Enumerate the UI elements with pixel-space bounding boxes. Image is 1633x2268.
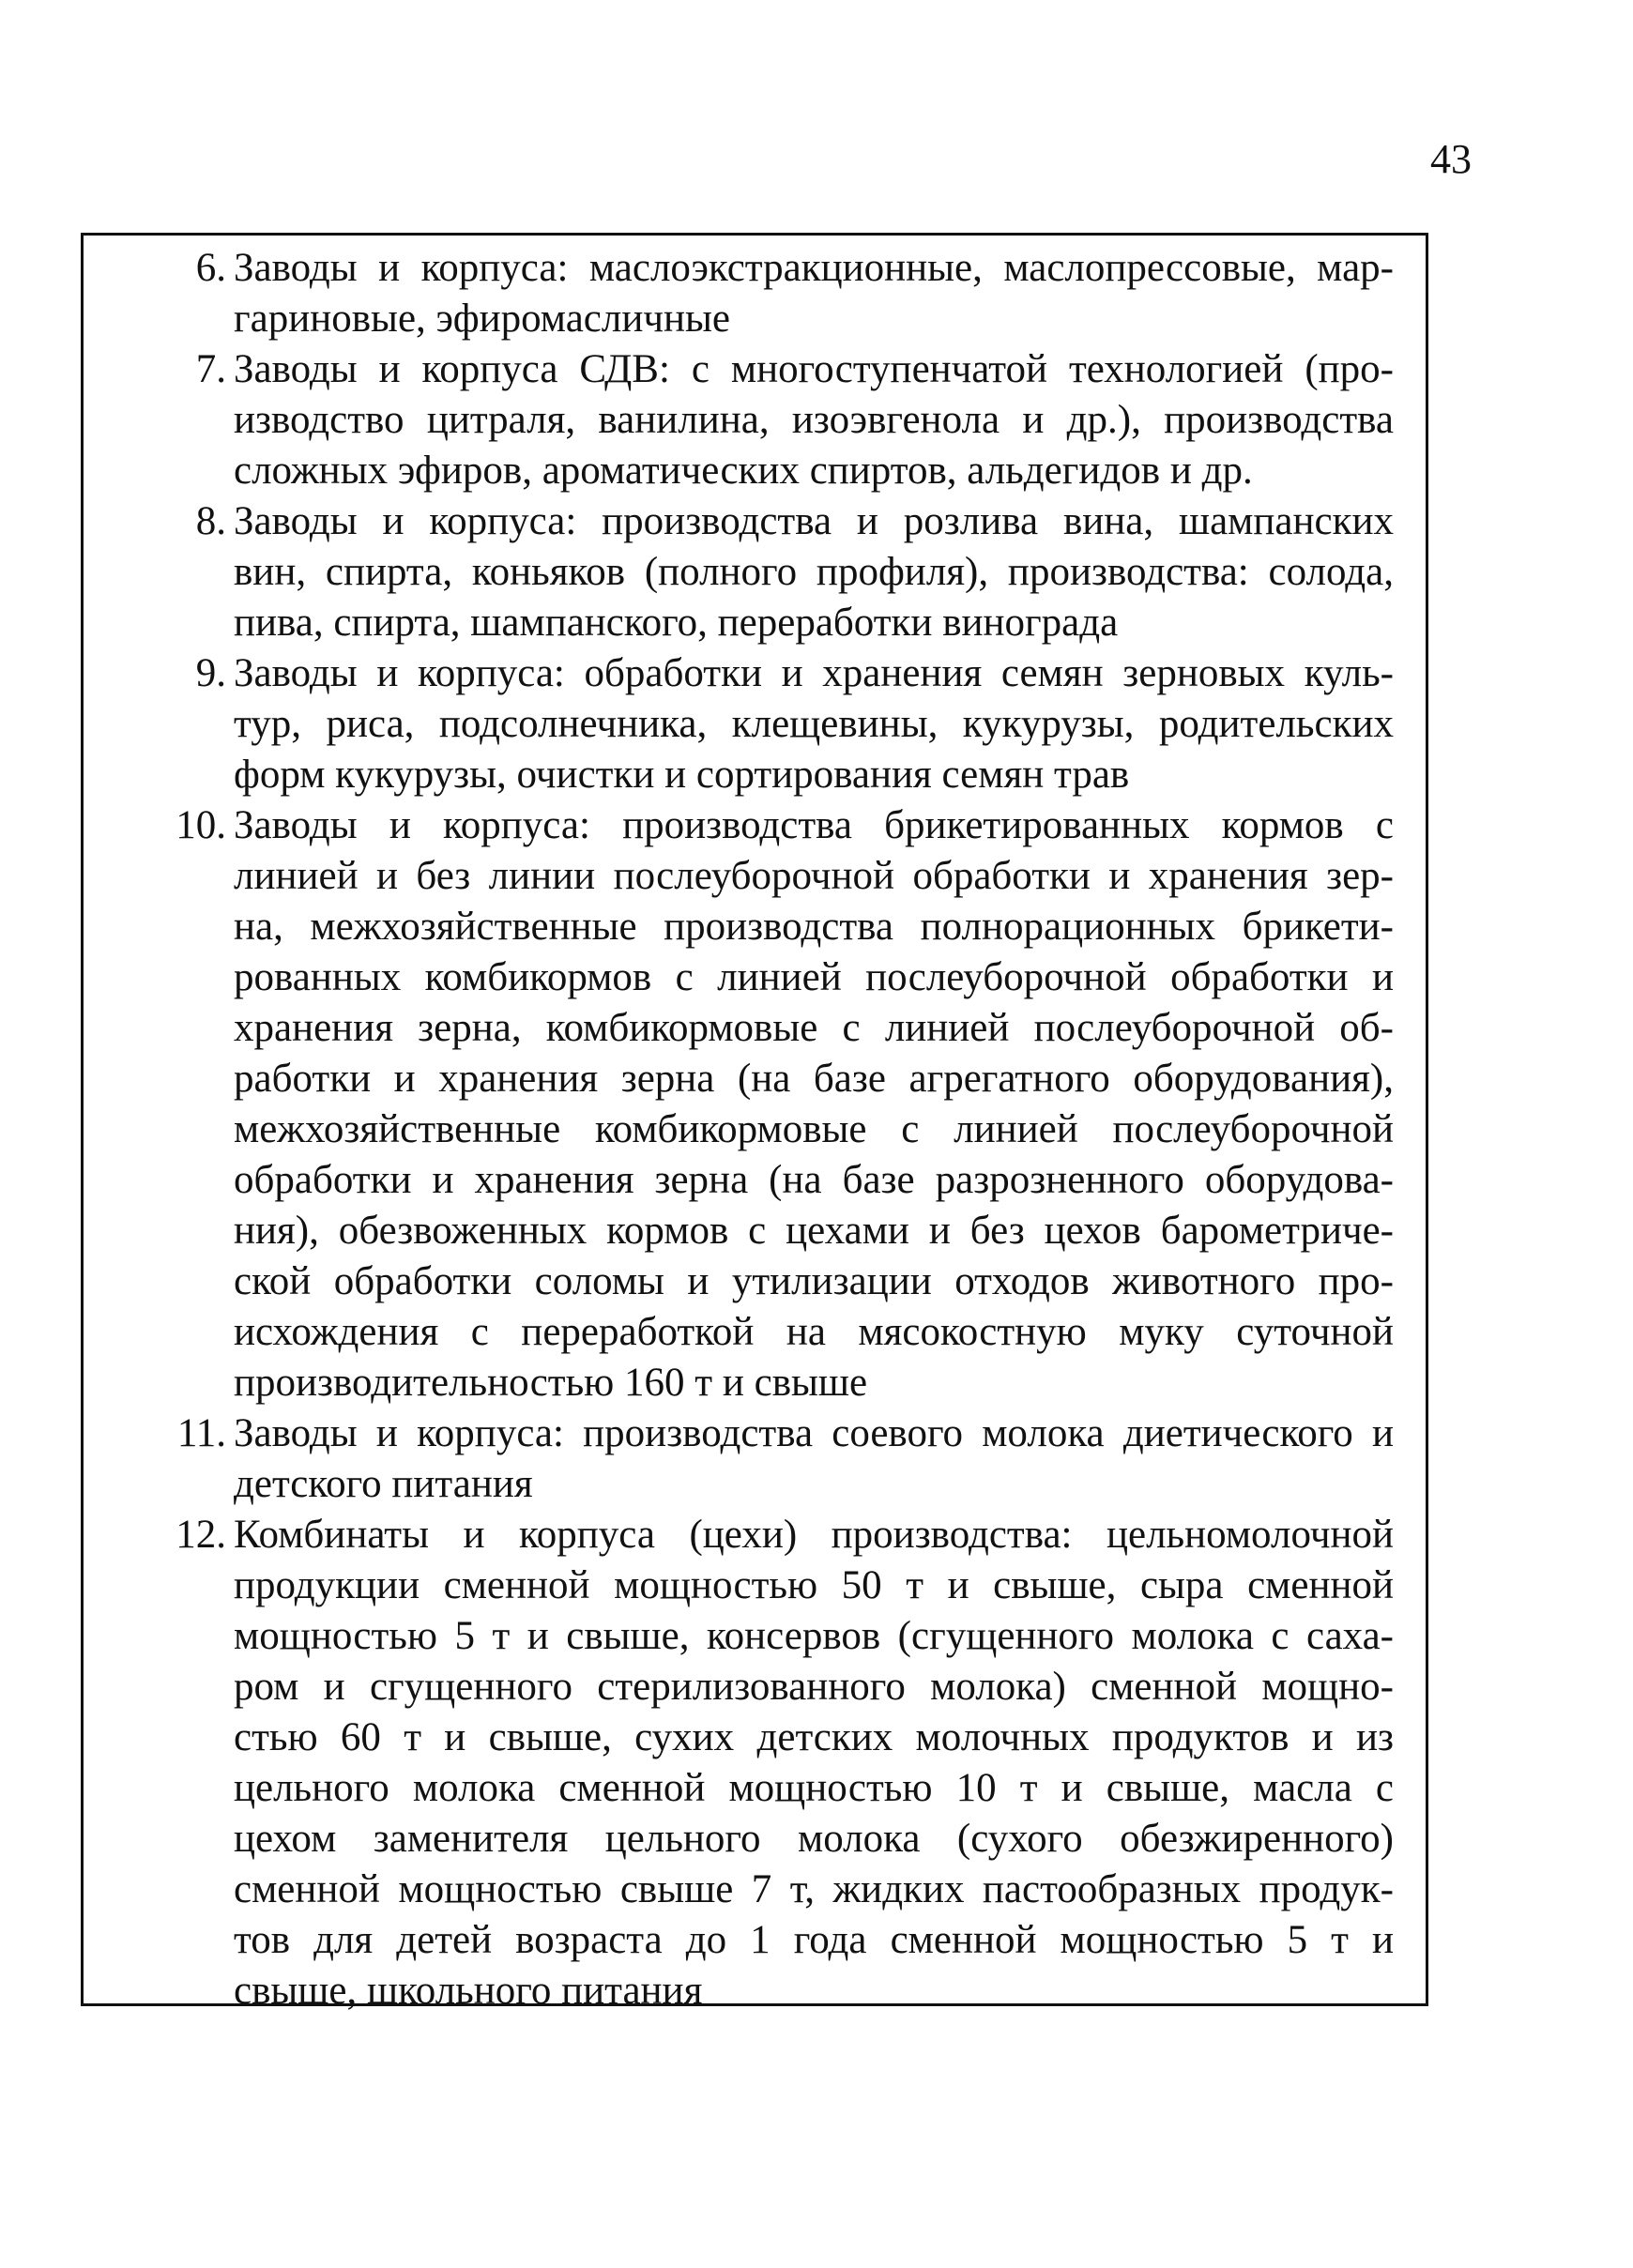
- list-item-text-line: свыше, школьного питания: [234, 1969, 703, 2013]
- list-item-text-line: обработки и хранения зерна (на базе разрозненного оборудова-: [234, 1158, 1394, 1202]
- list-item-text-line: детского питания: [234, 1462, 533, 1506]
- page-number: 43: [1430, 136, 1472, 182]
- list-item-text-line: цехом заменителя цельного молока (сухого обезжиренного): [234, 1817, 1394, 1861]
- list-item-text-line: Заводы и корпуса: производства соевого молока диетического и: [234, 1411, 1394, 1455]
- list-item-text-line: вин, спирта, коньяков (полного профиля), производства: солода,: [234, 550, 1394, 594]
- list-item-text-line: пива, спирта, шампанского, переработки винограда: [234, 601, 1119, 645]
- list-item-text-line: межхозяйственные комбикормовые с линией послеуборочной: [234, 1107, 1394, 1151]
- list-item-text-line: линией и без линии послеуборочной обработки и хранения зер-: [234, 854, 1394, 898]
- list-item-text-line: тов для детей возраста до 1 года сменной мощностью 5 т и: [234, 1918, 1394, 1962]
- list-item-text-line: производительностью 160 т и свыше: [234, 1361, 868, 1405]
- list-item-number: 7.: [195, 347, 226, 391]
- list-item-number: 9.: [195, 651, 226, 695]
- list-item-number: 12.: [176, 1513, 226, 1557]
- list-item-text-line: форм кукурузы, очистки и сортирования семян трав: [234, 753, 1130, 797]
- list-item-number: 10.: [176, 803, 226, 847]
- list-item-text-line: продукции сменной мощностью 50 т и свыше, сыра сменной: [234, 1563, 1394, 1607]
- list-item: [84, 648, 1426, 800]
- list-item: [84, 243, 1426, 344]
- enterprise-list: [84, 236, 1426, 2017]
- list-item-text-line: хранения зерна, комбикормовые с линией послеуборочной об-: [234, 1006, 1394, 1050]
- list-item-text-line: ром и сгущенного стерилизованного молока) сменной мощно-: [234, 1665, 1394, 1709]
- list-item-text-line: сменной мощностью свыше 7 т, жидких пастообразных продук-: [234, 1867, 1394, 1911]
- list-item-text-line: сложных эфиров, ароматических спиртов, альдегидов и др.: [234, 449, 1253, 493]
- list-item-text-line: гариновые, эфиромасличные: [234, 297, 730, 341]
- list-item-text-line: ской обработки соломы и утилизации отходов животного про-: [234, 1259, 1394, 1303]
- list-item-text-line: Заводы и корпуса СДВ: с многоступенчатой технологией (про-: [234, 347, 1394, 391]
- list-item: [84, 496, 1426, 648]
- list-item-text-line: тур, риса, подсолнечника, клещевины, кукурузы, родительских: [234, 702, 1394, 746]
- enterprise-list-box: [81, 233, 1428, 2013]
- list-item-text-line: Заводы и корпуса: обработки и хранения семян зерновых куль-: [234, 651, 1394, 695]
- list-item-text-line: цельного молока сменной мощностью 10 т и свыше, масла с: [234, 1766, 1394, 1810]
- list-item-text-line: на, межхозяйственные производства полнорационных брикети-: [234, 905, 1394, 949]
- list-item-text-line: Заводы и корпуса: производства и розлива вина, шампанских: [234, 499, 1394, 543]
- list-item: [84, 344, 1426, 496]
- list-item-number: 6.: [195, 246, 226, 290]
- list-item-text-line: рованных комбикормов с линией послеуборочной обработки и: [234, 955, 1394, 999]
- list-item-text-line: мощностью 5 т и свыше, консервов (сгущенного молока с саха-: [234, 1614, 1394, 1658]
- list-item-text-line: стью 60 т и свыше, сухих детских молочных продуктов и из: [234, 1715, 1394, 1759]
- list-item-number: 8.: [195, 499, 226, 543]
- list-item-number: 11.: [176, 1411, 226, 1455]
- list-item: [84, 800, 1426, 1408]
- list-item-text-line: исхождения с переработкой на мясокостную муку суточной: [234, 1310, 1394, 1354]
- list-item-text-line: работки и хранения зерна (на базе агрегатного оборудования),: [234, 1057, 1394, 1101]
- list-item-text-line: ния), обезвоженных кормов с цехами и без цехов барометриче-: [234, 1209, 1394, 1253]
- list-item-text-line: изводство цитраля, ванилина, изоэвгенола и др.), производства: [234, 398, 1394, 442]
- list-item: [84, 1510, 1426, 2017]
- list-item-text-line: Комбинаты и корпуса (цехи) производства: цельномолочной: [234, 1513, 1394, 1557]
- list-item-text-line: Заводы и корпуса: маслоэкстракционные, маслопрессовые, мар-: [234, 246, 1394, 290]
- list-item: [84, 1408, 1426, 1510]
- list-item-text-line: Заводы и корпуса: производства брикетированных кормов с: [234, 803, 1394, 847]
